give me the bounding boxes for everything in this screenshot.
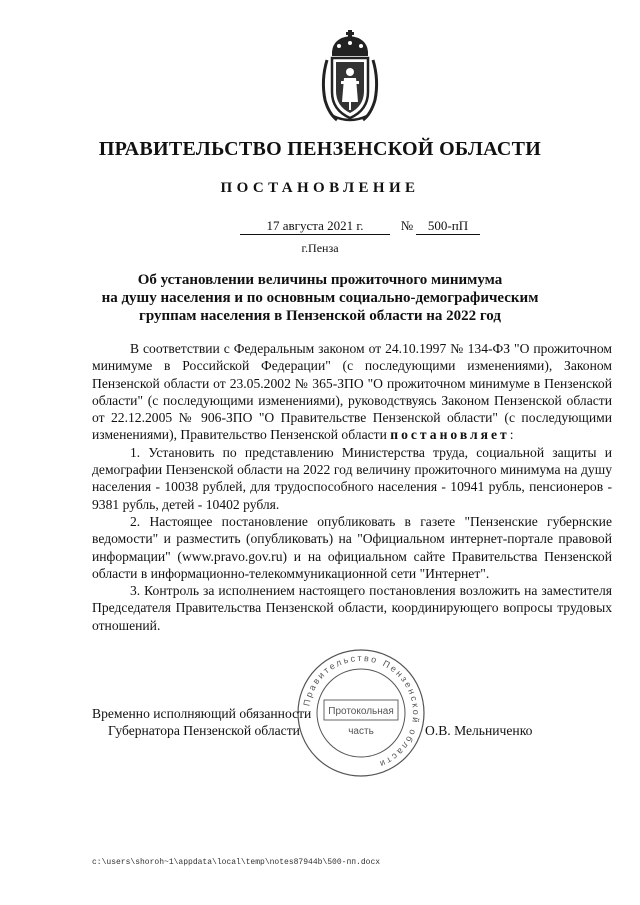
signatory-position-line1: Временно исполняющий обязанности: [92, 706, 312, 721]
stamp-inner-line2: часть: [348, 726, 374, 737]
document-heading: [0, 271, 640, 325]
coat-of-arms-icon: [319, 30, 381, 124]
date-number-line: [240, 218, 480, 236]
resolves-word: постановляет: [390, 427, 510, 443]
document-date: 17 августа 2021 г.: [240, 218, 390, 235]
preamble-text: В соответствии с Федеральным законом от 24.10.1997 № 134-ФЗ "О прожиточном минимуме в Российской Федерации" (с последующими изменениями), Законом Пензенской области от 23.05.2002 № 365-ЗПО "О прожиточном минимуме в Пензенской области" (с последующими изменениями), руководствуясь Законом Пензенской области от 22.12.2005 № 906-ЗПО "О Правительстве Пензенской области" (с последующими изменениями), Правительство Пензенской области: [92, 341, 612, 443]
official-stamp: [296, 648, 426, 778]
city: г.Пенза: [301, 241, 339, 255]
footer-file-path: c:\users\shoroh~1\appdata\local\temp\notes87944b\500-пп.docx: [92, 858, 381, 867]
organization-title: ПРАВИТЕЛЬСТВО ПЕНЗЕНСКОЙ ОБЛАСТИ: [98, 138, 542, 160]
heading-line: на душу населения и по основным социально-демографическим: [101, 290, 539, 306]
document-type: ПОСТАНОВЛЕНИЕ: [220, 180, 420, 196]
heading-line: группам населения в Пензенской области на 2022 год: [139, 308, 501, 324]
preamble-paragraph: В соответствии с Федеральным законом от 24.10.1997 № 134-ФЗ "О прожиточном минимуме в Российской Федерации" (с последующими изменениями), Законом Пензенской области от 23.05.2002 № 365-ЗПО "О прожиточном минимуме в Пензенской области" (с последующими изменениями), руководствуясь Законом Пензенской области от 22.12.2005 № 906-ЗПО "О Правительстве Пензенской области" (с последующими изменениями), Правительство Пензенской области постановляет:: [92, 341, 612, 443]
stamp-outer-text: Правительство Пензенской области: [301, 652, 422, 770]
number-sign: №: [400, 218, 414, 233]
heading-line: Об установлении величины прожиточного минимума: [137, 272, 503, 288]
item-1: 1. Установить по представлению Министерства труда, социальной защиты и демографии Пензенской области на 2022 год величину прожиточного минимума на душу населения - 10038 рублей, для трудоспособного населения - 10941 рубль, пенсионеров - 9381 рубль, детей - 10402 рубля.: [92, 444, 612, 512]
stamp-inner-line1: Протокольная: [328, 706, 394, 717]
item-2: 2. Настоящее постановление опубликовать в газете "Пензенские губернские ведомости" и разместить (опубликовать) на "Официальном интернет-портале правовой информации" (www.pravo.gov.ru) и на официальном сайте Правительства Пензенской области в информационно-телекоммуникационной сети "Интернет".: [92, 513, 612, 581]
signatory-position-line2: Губернатора Пензенской области: [108, 723, 300, 738]
item-3: 3. Контроль за исполнением настоящего постановления возложить на заместителя Председателя Правительства Пензенской области, координирующего вопросы трудовых отношений.: [92, 583, 612, 633]
document-body: [92, 340, 612, 634]
document-number: 500-пП: [416, 218, 480, 235]
signatory-name: О.В. Мельниченко: [425, 723, 533, 738]
